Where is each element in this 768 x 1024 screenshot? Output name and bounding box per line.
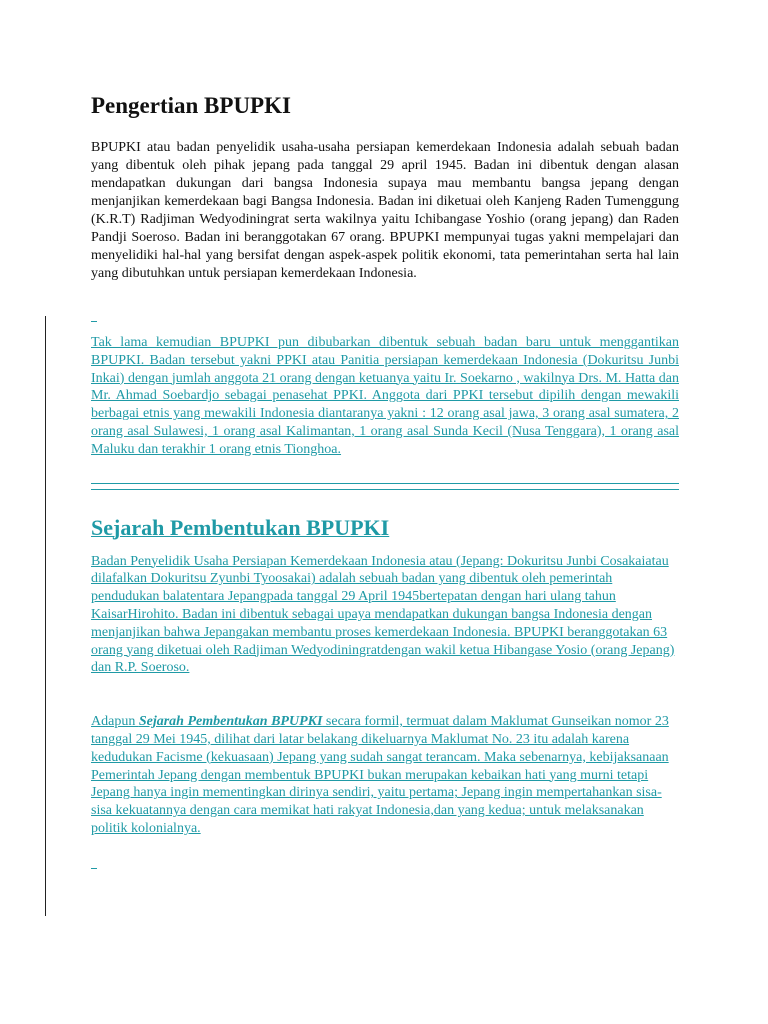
formal-paragraph <box>91 713 679 838</box>
double-horizontal-rule <box>91 483 679 490</box>
history-paragraph <box>91 553 679 678</box>
formal-link[interactable] <box>91 714 669 836</box>
margin-change-bar <box>45 316 46 916</box>
history-link[interactable]: Badan Penyelidik Usaha Persiapan Kemerdekaan Indonesia atau (Jepang: Dokuritsu Junbi Cosakaiatau dilafalkan Dokuritsu Zyunbi Tyoosakai) adalah sebuah badan yang dibentuk oleh pemerintah pendudukan balatentara Jepangpada tanggal 29 April 1945bertepatan dengan hari ulang tahun KaisarHirohito. Badan ini dibentuk sebagai upaya mendapatkan dukungan bangsa Indonesia dengan menjanjikan bahwa Jepangakan membantu proses kemerdekaan Indonesia. BPUPKI beranggotakan 63 orang yang diketuai oleh Radjiman Wedyodiningratdengan wakil ketua Hibangase Yosio (orang Jepang) dan R.P. Soeroso. <box>91 553 675 676</box>
ppki-link[interactable]: Tak lama kemudian BPUPKI pun dibubarkan dibentuk sebuah badan baru untuk menggantikan BPUPKI. Badan tersebut yakni PPKI atau Panitia persiapan kemerdekaan Indonesia (Dokuritsu Junbi Inkai) dengan jumlah anggota 21 orang dengan ketuanya yaitu Ir. Soekarno , wakilnya Drs. M. Hatta dan Mr. Ahmad Soebardjo sebagai penasehat PPKI. Anggota dari PPKI tersebut dipilih dengan mewakili berbagai etnis yang mewakili Indonesia diantaranya yakni : 12 orang asal jawa, 3 orang asal sumatera, 2 orang asal Sulawesi, 1 orang asal Kalimantan, 1 orang asal Sunda Kecil (Nusa Tenggara), 1 orang asal Maluku dan terakhir 1 orang etnis Tionghoa. <box>91 335 679 457</box>
formal-rest: secara formil, termuat dalam Maklumat Gunseikan nomor 23 tanggal 29 Mei 1945, dilihat dari latar belakang dikeluarnya Maklumat No. 23 itu adalah karena kedudukan Facisme (kekuasaan) Jepang yang sudah sangat terancam. Maka sebenarnya, kebijaksanaan Pemerintah Jepang dengan membentuk BPUPKI bukan merupakan kebaikan hati yang murni tetapi Jepang hanya ingin mementingkan dirinya sendiri, yaitu pertama; Jepang ingin mempertahankan sisa-sisa kekuatannya dengan cara memikat hati rakyat Indonesia,dan yang kedua; untuk melaksanakan politik kolonialnya. <box>91 714 669 836</box>
formal-prefix: Adapun <box>91 714 139 730</box>
section-heading <box>91 514 679 542</box>
intro-paragraph: BPUPKI atau badan penyelidik usaha-usaha persiapan kemerdekaan Indonesia adalah sebuah badan yang dibentuk oleh pihak jepang pada tanggal 29 april 1945. Badan ini dibentuk dengan alasan mendapatkan dukungan dari bangsa Indonesia supaya mau membantu bangsa jepang dengan menjanjikan kemerdekaan bagi Bangsa Indonesia. Badan ini diketuai oleh Kanjeng Raden Tumenggung (K.R.T) Radjiman Wedyodiningrat serta wakilnya yaitu Ichibangase Yoshio (orang jepang) dan Raden Pandji Soeroso. Badan ini beranggotakan 67 orang. BPUPKI mempunyai tugas yakni mempelajari dan menyelidiki hal-hal yang bersifat dengan aspek-aspek politik ekonomi, tata pemerintahan serta hal lain yang dibutuhkan untuk persiapan kemerdekaan Indonesia. <box>91 140 679 281</box>
empty-link-marker-2[interactable] <box>91 848 97 869</box>
page-title: Pengertian BPUPKI <box>91 93 291 118</box>
formal-emphasis: Sejarah Pembentukan BPUPKI <box>138 714 323 730</box>
ppki-paragraph <box>91 334 679 459</box>
document-page <box>91 92 679 869</box>
section-heading-link[interactable]: Sejarah Pembentukan BPUPKI <box>91 514 390 540</box>
empty-link-marker[interactable] <box>91 301 97 322</box>
